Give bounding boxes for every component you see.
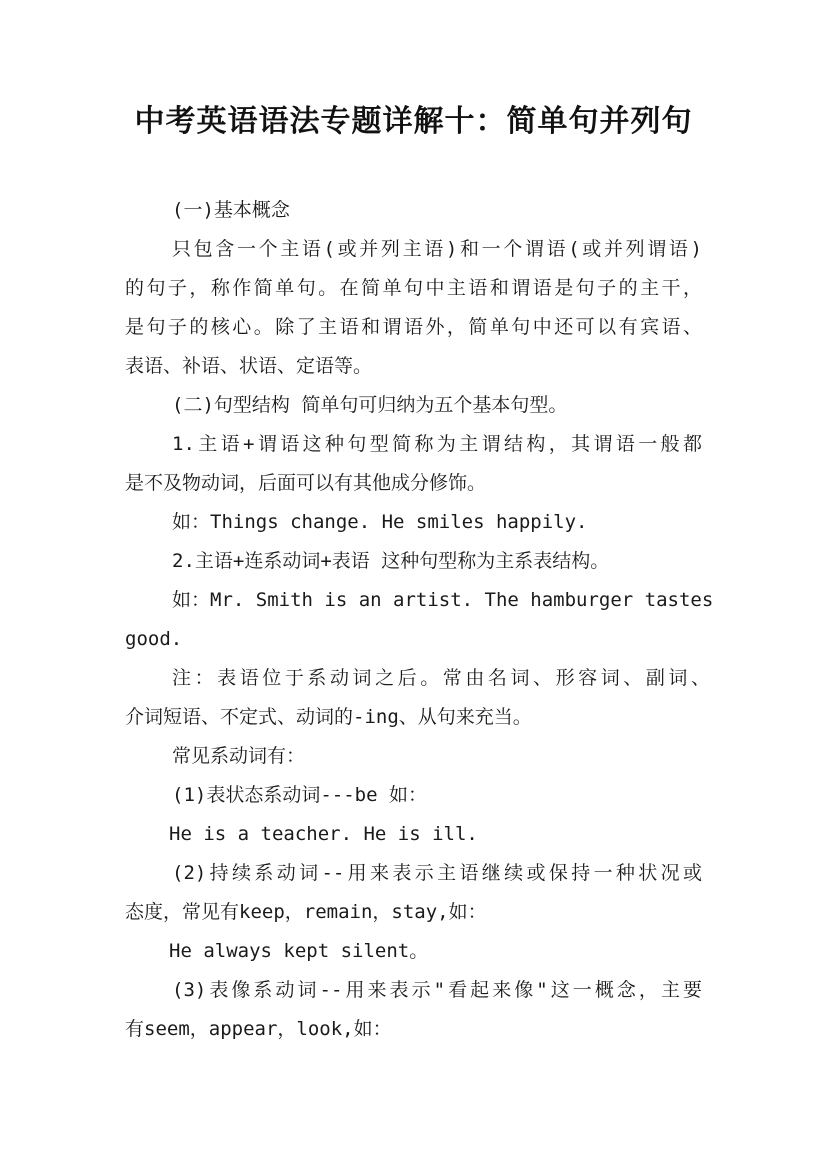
- example-line: good.: [125, 628, 183, 650]
- paragraph-line: 常见系动词有：: [172, 745, 306, 767]
- paragraph-line: 1.主语+谓语这种句型简称为主谓结构，其谓语一般都: [172, 433, 702, 455]
- list-item: (3)表像系动词--用来表示"看起来像"这一概念，主要: [172, 979, 702, 1001]
- example-line: He is a teacher. He is ill.: [169, 823, 478, 845]
- page-title: 中考英语语法专题详解十：简单句并列句: [134, 104, 693, 139]
- paragraph-line: 的句子，称作简单句。在简单句中主语和谓语是句子的主干，: [125, 277, 702, 299]
- paragraph-line: 只包含一个主语(或并列主语)和一个谓语(或并列谓语): [172, 238, 702, 260]
- section-heading-basic-concept: (一)基本概念: [172, 199, 290, 221]
- example-line: 如：Things change. He smiles happily.: [172, 511, 588, 533]
- paragraph-line: 是不及物动词，后面可以有其他成分修饰。: [125, 472, 487, 494]
- note-line: 介词短语、不定式、动词的-ing、从句来充当。: [125, 706, 532, 728]
- example-line: He always kept silent。: [169, 940, 429, 962]
- list-item: 态度，常见有keep，remain，stay,如：: [125, 901, 487, 923]
- note-line: 注：表语位于系动词之后。常由名词、形容词、副词、: [172, 667, 710, 689]
- paragraph-line: 表语、补语、状语、定语等。: [125, 355, 373, 377]
- paragraph-line: 2.主语+连系动词+表语 这种句型称为主系表结构。: [172, 550, 610, 572]
- example-line: 如：Mr. Smith is an artist. The hamburger tastes: [172, 589, 714, 611]
- list-item: 有seem，appear，look,如：: [125, 1018, 392, 1040]
- section-heading-sentence-patterns: (二)句型结构 简单句可归纳为五个基本句型。: [172, 394, 568, 416]
- list-item: (2)持续系动词--用来表示主语继续或保持一种状况或: [172, 862, 702, 884]
- list-item: (1)表状态系动词---be 如：: [172, 784, 427, 806]
- paragraph-line: 是句子的核心。除了主语和谓语外，简单句中还可以有宾语、: [125, 316, 702, 338]
